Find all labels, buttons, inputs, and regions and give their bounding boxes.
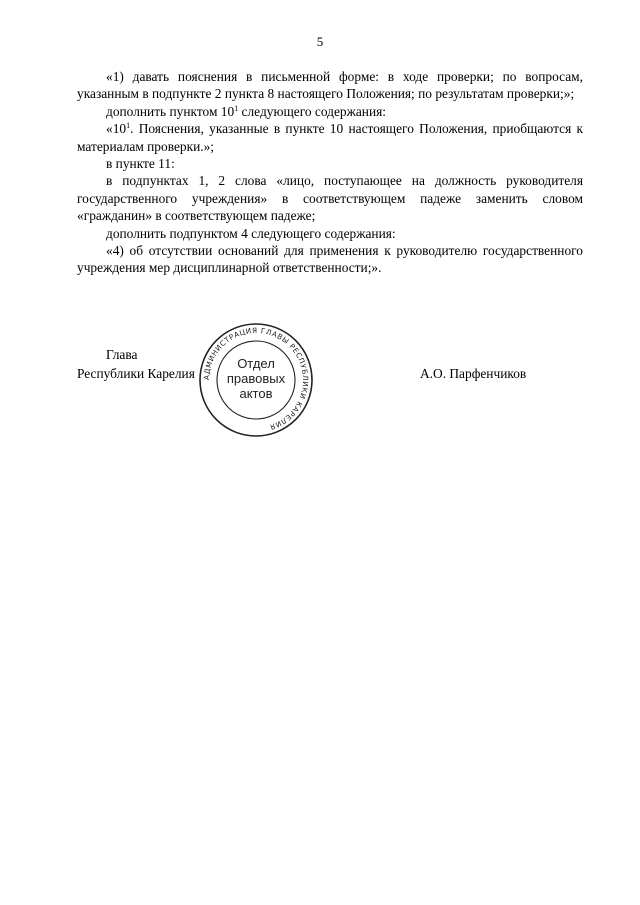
paragraph-4: в пункте 11:	[106, 156, 175, 172]
paragraph-5: в подпунктах 1, 2 слова «лицо, поступающее на должность руководителя государственного учреждения» в соответствующем падеже заменить словом «гражданин» в соответствующем падеже;	[77, 173, 583, 224]
paragraph-7: «4) об отсутствии оснований для применения к руководителю государственного учреждения мер дисциплинарной ответственности;».	[77, 243, 583, 276]
page-number: 5	[316, 34, 324, 49]
stamp-line-3: актов	[239, 386, 273, 401]
official-stamp	[196, 320, 316, 440]
paragraph-3: «$10^1$. Пояснения, указанные в пункте 10 настоящего Положения, приобщаются к материалам проверки.»;	[77, 121, 583, 154]
paragraph-1: «1) давать пояснения в письменной форме: в ходе проверки; по вопросам, указанным в подпункте 2 пункта 8 настоящего Положения; по результатам проверки;»;	[77, 69, 583, 102]
stamp-ring-text: АДМИНИСТРАЦИЯ ГЛАВЫ РЕСПУБЛИКИ КАРЕЛИЯ	[201, 325, 311, 432]
stamp-line-2: правовых	[226, 371, 286, 386]
stamp-line-1: Отдел	[237, 356, 275, 371]
signature-title: Глава	[106, 347, 138, 362]
paragraph-6: дополнить подпунктом 4 следующего содержания:	[106, 225, 396, 241]
document-body	[77, 68, 583, 277]
signatory-name: А.О. Парфенчиков	[420, 366, 527, 381]
paragraph-2: дополнить пунктом $10^1$ следующего содержания:	[106, 103, 387, 119]
signature-republic: Республики Карелия	[77, 366, 195, 381]
